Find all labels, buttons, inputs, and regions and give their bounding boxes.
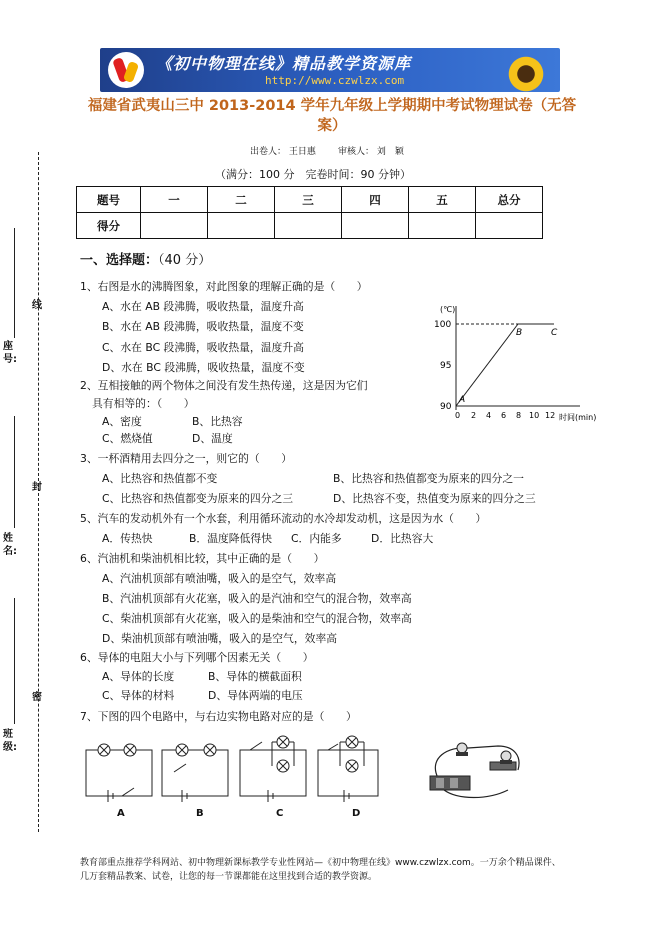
- question-option[interactable]: B、比热容: [192, 415, 243, 428]
- circuit-label-a[interactable]: A: [117, 808, 125, 819]
- question-stem: 3、一杯酒精用去四分之一，则它的（ ）: [80, 452, 293, 465]
- x-tick-label: 10: [529, 411, 540, 420]
- graph-segment-ab: [456, 324, 518, 406]
- question-stem-cont: 具有相等的：（ ）: [92, 397, 195, 410]
- x-tick-label: 12: [545, 411, 556, 420]
- site-logo-icon: [108, 52, 144, 88]
- score-cell[interactable]: [476, 213, 543, 239]
- table-header-cell: 一: [141, 187, 208, 213]
- reviewer-text: 审核人： 刘 颖: [338, 147, 404, 157]
- score-cell[interactable]: [342, 213, 409, 239]
- seat-underline: [14, 228, 15, 338]
- y-tick-label: 100: [434, 320, 452, 330]
- bulb-icon: [457, 743, 467, 753]
- score-cell[interactable]: [275, 213, 342, 239]
- question-stem: 6、导体的电阻大小与下列哪个因素无关（ ）: [80, 651, 314, 664]
- circuit-c: [240, 736, 306, 802]
- score-table: [76, 186, 543, 239]
- seat-label: 座号:: [3, 341, 17, 365]
- table-header-cell: 五: [409, 187, 476, 213]
- question-option[interactable]: A、比热容和热值都不变: [102, 472, 218, 485]
- mi-char: 密: [32, 692, 42, 703]
- question-option[interactable]: A、密度: [102, 415, 142, 428]
- question-stem: 6、汽油机和柴油机相比较，其中正确的是（ ）: [80, 552, 325, 565]
- question-stem: 5、汽车的发动机外有一个水套，利用循环流动的水冷却发动机，这是因为水（ ）: [80, 512, 487, 525]
- question-option[interactable]: A、导体的长度: [102, 670, 175, 683]
- question-stem: 7、下图的四个电路中，与右边实物电路对应的是（ ）: [80, 710, 357, 723]
- header-banner: [100, 48, 560, 92]
- question-option[interactable]: A、水在 AB 段沸腾，吸收热量，温度升高: [102, 300, 304, 313]
- question-option[interactable]: C、水在 BC 段沸腾，吸收热量，温度升高: [102, 341, 304, 354]
- table-row-label: 得分: [77, 213, 141, 239]
- x-tick-label: 2: [471, 411, 477, 420]
- boiling-graph: [420, 298, 610, 426]
- question-option[interactable]: A、汽油机顶部有喷油嘴，吸入的是空气，效率高: [102, 572, 337, 585]
- page-footer: [80, 856, 600, 884]
- question-option[interactable]: D．比热容大: [371, 532, 434, 545]
- score-cell[interactable]: [409, 213, 476, 239]
- banner-url: http://www.czwlzx.com: [265, 74, 405, 87]
- score-table-header-row: [77, 187, 543, 213]
- bulb-icon: [501, 751, 511, 761]
- question-option[interactable]: C、比热容和热值都变为原来的四分之三: [102, 492, 294, 505]
- question-option[interactable]: D、水在 BC 段沸腾，吸收热量，温度不变: [102, 361, 305, 374]
- sunflower-icon: [506, 54, 546, 92]
- question-option[interactable]: B、汽油机顶部有火花塞，吸入的是汽油和空气的混合物，效率高: [102, 592, 412, 605]
- exam-title-line1: 福建省武夷山三中 2013-2014 学年九年级上学期期中考试物理试卷（无答: [87, 98, 577, 114]
- line-char: 线: [32, 300, 42, 311]
- question-option[interactable]: C、燃烧值: [102, 432, 153, 445]
- x-tick-label: 8: [516, 411, 522, 420]
- question-option[interactable]: D、比热容不变，热值变为原来的四分之三: [333, 492, 536, 505]
- score-line: （满分：100 分 完卷时间：90 分钟）: [215, 168, 411, 181]
- circuit-diagrams: [82, 732, 382, 804]
- graph-unit: (℃): [440, 305, 456, 314]
- table-header-cell: 总分: [476, 187, 543, 213]
- physical-circuit: [418, 738, 530, 802]
- point-label-b: B: [516, 328, 523, 338]
- table-header-cell: 题号: [77, 187, 141, 213]
- question-option[interactable]: C、导体的材料: [102, 689, 175, 702]
- class-label: 班级:: [3, 729, 17, 753]
- exam-title: [72, 96, 592, 136]
- x-tick-label: 4: [486, 411, 492, 420]
- banner-title: 《初中物理在线》精品教学资源库: [156, 54, 412, 73]
- table-header-cell: 四: [342, 187, 409, 213]
- x-tick-label: 6: [501, 411, 507, 420]
- point-label-c: C: [551, 328, 558, 338]
- name-underline: [14, 416, 15, 528]
- question-option[interactable]: D、温度: [192, 432, 233, 445]
- y-tick-label: 90: [440, 402, 452, 412]
- question-option[interactable]: B、导体的横截面积: [208, 670, 302, 683]
- circuit-label-c[interactable]: C: [276, 808, 284, 819]
- question-option[interactable]: B、比热容和热值都变为原来的四分之一: [333, 472, 524, 485]
- author-text: 出卷人： 王日惠: [250, 147, 316, 157]
- question-option[interactable]: C．内能多: [291, 532, 342, 545]
- exam-title-line2: 案）: [317, 118, 347, 134]
- score-table-score-row: [77, 213, 543, 239]
- score-cell[interactable]: [141, 213, 208, 239]
- question-option[interactable]: B、水在 AB 段沸腾，吸收热量，温度不变: [102, 320, 304, 333]
- question-option[interactable]: D、柴油机顶部有喷油嘴，吸入的是空气，效率高: [102, 632, 338, 645]
- question-option[interactable]: B．温度降低得快: [189, 532, 272, 545]
- footer-line1: 教育部重点推荐学科网站、初中物理新课标教学专业性网站—《初中物理在线》www.czwlzx.com。一万余个精品课件、: [80, 858, 561, 868]
- point-label-a: A: [459, 395, 466, 405]
- circuit-label-d[interactable]: D: [352, 808, 361, 819]
- circuit-label-b[interactable]: B: [196, 808, 204, 819]
- table-header-cell: 三: [275, 187, 342, 213]
- circuit-a: [86, 744, 152, 802]
- question-option[interactable]: C、柴油机顶部有火花塞，吸入的是柴油和空气的混合物，效率高: [102, 612, 412, 625]
- y-tick-label: 95: [440, 361, 452, 371]
- section-points: （40 分）: [158, 253, 212, 268]
- footer-line2: 几万套精品教案、试卷，让您的每一节课都能在这里找到合适的教学资源。: [80, 872, 378, 882]
- section-title: [80, 249, 211, 268]
- x-axis-label: 时间(min): [559, 413, 597, 422]
- circuit-d: [318, 736, 378, 802]
- name-label: 姓名:: [3, 533, 17, 557]
- question-stem: 1、右图是水的沸腾图象，对此图象的理解正确的是（ ）: [80, 280, 368, 293]
- question-option[interactable]: A．传热快: [102, 532, 153, 545]
- circuit-b: [162, 744, 228, 802]
- table-header-cell: 二: [208, 187, 275, 213]
- seal-char: 封: [32, 482, 42, 493]
- class-underline: [14, 598, 15, 724]
- x-tick-label: 0: [455, 411, 461, 420]
- score-cell[interactable]: [208, 213, 275, 239]
- question-option[interactable]: D、导体两端的电压: [208, 689, 303, 702]
- question-stem: 2、互相接触的两个物体之间没有发生热传递，这是因为它们: [80, 379, 368, 392]
- section-title-text: 一、选择题：: [80, 253, 159, 268]
